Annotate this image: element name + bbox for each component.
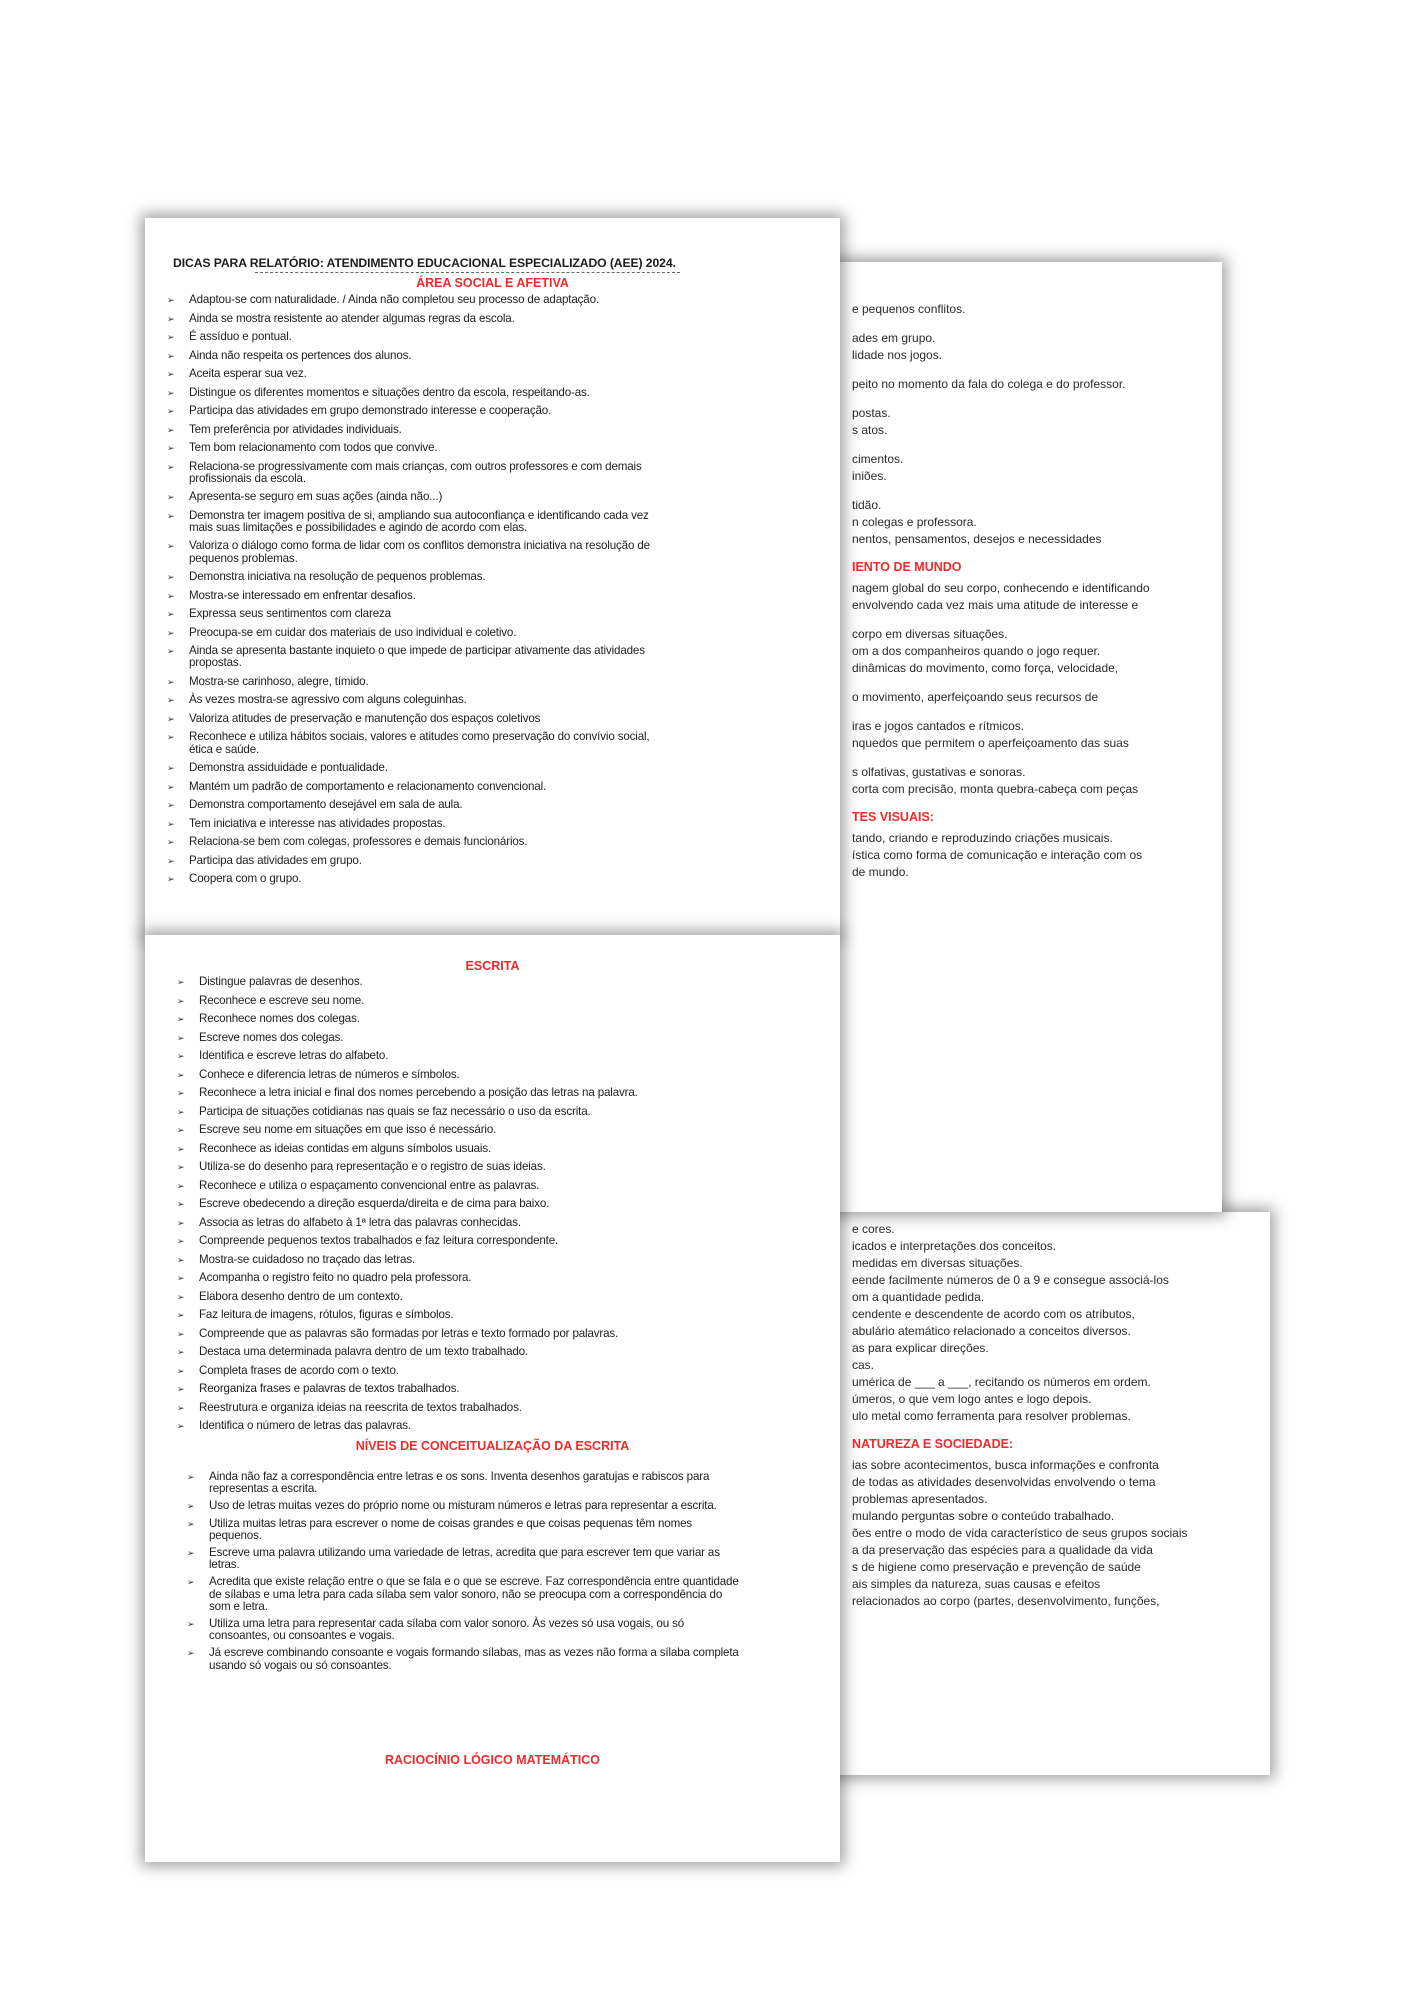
list-item: ➢ Escreve obedecendo a direção esquerda/direita e de cima para baixo. [175, 1198, 735, 1210]
list-item: ➢ Preocupa-se em cuidar dos materiais de uso individual e coletivo. [165, 627, 665, 639]
list-item: ➢ Associa as letras do alfabeto à 1ª letra das palavras conhecidas. [175, 1217, 735, 1229]
list-item: ➢ Tem preferência por atividades individuais. [165, 424, 665, 436]
paragraph-gap [852, 678, 1210, 690]
section-title-natureza: NATUREZA E SOCIEDADE: [852, 1437, 1014, 1451]
list-item: ➢ Demonstra iniciativa na resolução de pequenos problemas. [165, 571, 665, 583]
list-item: ➢ Reestrutura e organiza ideias na reescrita de textos trabalhados. [175, 1402, 735, 1414]
document-title: DICAS PARA RELATÓRIO: ATENDIMENTO EDUCACIONAL ESPECIALIZADO (AEE) 2024. [173, 256, 676, 270]
text-fragment: tidão. [852, 498, 882, 512]
text-fragment: ões entre o modo de vida característico de seus grupos sociais [852, 1526, 1188, 1540]
back-upper-flow [852, 302, 1210, 882]
list-item: ➢ Participa de situações cotidianas nas quais se faz necessário o uso da escrita. [175, 1106, 735, 1118]
text-fragment: s de higiene como preservação e prevenção de saúde [852, 1560, 1141, 1574]
list-item: ➢ Reconhece e utiliza hábitos sociais, valores e atitudes como preservação do convívio social, ética e saúde. [165, 731, 665, 755]
text-fragment: as para explicar direções. [852, 1341, 989, 1355]
list-item: ➢ Mostra-se carinhoso, alegre, tímido. [165, 676, 665, 688]
artes-fragment-block [852, 831, 1210, 879]
list-item: ➢ Mostra-se interessado em enfrentar desafios. [165, 590, 665, 602]
text-fragment: cendente e descendente de acordo com os atributos, [852, 1307, 1135, 1321]
list-item: ➢ Escreve seu nome em situações em que isso é necessário. [175, 1124, 735, 1136]
text-fragment: dinâmicas do movimento, como força, velocidade, [852, 661, 1119, 675]
list-item: ➢ Demonstra comportamento desejável em sala de aula. [165, 799, 665, 811]
section-title-niveis: NÍVEIS DE CONCEITUALIZAÇÃO DA ESCRITA [355, 1439, 630, 1453]
list-item: ➢ Ainda não respeita os pertences dos alunos. [165, 350, 665, 362]
list-item: ➢ Participa das atividades em grupo. [165, 855, 665, 867]
back-upper-text-area [852, 262, 1210, 1212]
text-fragment: relacionados ao corpo (partes, desenvolvimento, funções, [852, 1594, 1160, 1608]
list-item: ➢ É assíduo e pontual. [165, 331, 665, 343]
paragraph-gap [852, 753, 1210, 765]
text-fragment: s olfativas, gustativas e sonoras. [852, 765, 1026, 779]
list-item: ➢ Participa das atividades em grupo demonstrado interesse e cooperação. [165, 405, 665, 417]
text-fragment: om a dos companheiros quando o jogo requer. [852, 644, 1101, 658]
list-item: ➢ Reconhece as ideias contidas em alguns símbolos usuais. [175, 1143, 735, 1155]
list-item: ➢ Apresenta-se seguro em suas ações (ainda não...) [165, 491, 665, 503]
list-item: ➢ Valoriza atitudes de preservação e manutenção dos espaços coletivos [165, 713, 665, 725]
list-item: ➢ Mantém um padrão de comportamento e relacionamento convencional. [165, 781, 665, 793]
text-fragment: o movimento, aperfeiçoando seus recursos de [852, 690, 1099, 704]
text-fragment: ulo metal como ferramenta para resolver problemas. [852, 1409, 1131, 1423]
paragraph-gap [852, 486, 1210, 498]
text-fragment: peito no momento da fala do colega e do professor. [852, 377, 1126, 391]
section-title-raciocinio: RACIOCÍNIO LÓGICO MATEMÁTICO [384, 1753, 601, 1767]
text-fragment: de mundo. [852, 865, 909, 879]
social-fragment-block [852, 302, 1210, 546]
escrita-list [175, 976, 735, 1439]
paragraph-gap [852, 394, 1210, 406]
back-lower-text-area [852, 1212, 1258, 1775]
natureza-fragment-block [852, 1458, 1258, 1608]
list-item: ➢ Completa frases de acordo com o texto. [175, 1365, 735, 1377]
text-fragment: tando, criando e reproduzindo criações musicais. [852, 831, 1113, 845]
list-item: ➢ Tem iniciativa e interesse nas atividades propostas. [165, 818, 665, 830]
text-fragment: ias sobre acontecimentos, busca informações e confronta [852, 1458, 1159, 1472]
paragraph-gap [852, 365, 1210, 377]
text-fragment: de todas as atividades desenvolvidas envolvendo o tema [852, 1475, 1156, 1489]
math-fragment-block [852, 1222, 1258, 1423]
list-item: ➢ Utiliza-se do desenho para representação e o registro de suas ideias. [175, 1161, 735, 1173]
list-item: ➢ Conhece e diferencia letras de números e símbolos. [175, 1069, 735, 1081]
text-fragment: n colegas e professora. [852, 515, 977, 529]
list-item: ➢ Mostra-se cuidadoso no traçado das letras. [175, 1254, 735, 1266]
list-item: ➢ Reconhece nomes dos colegas. [175, 1013, 735, 1025]
text-fragment: iniões. [852, 469, 887, 483]
list-item: ➢ Compreende que as palavras são formadas por letras e texto formado por palavras. [175, 1328, 735, 1340]
list-item: ➢ Relaciona-se bem com colegas, professores e demais funcionários. [165, 836, 665, 848]
text-fragment: s atos. [852, 423, 888, 437]
dashed-divider [255, 272, 680, 273]
list-item: ➢ Valoriza o diálogo como forma de lidar com os conflitos demonstra iniciativa na resolução de pequenos problemas. [165, 540, 665, 564]
list-item: ➢ Compreende pequenos textos trabalhados e faz leitura correspondente. [175, 1235, 735, 1247]
text-fragment: cimentos. [852, 452, 904, 466]
text-fragment: e cores. [852, 1222, 895, 1236]
document-page-front-upper [145, 218, 840, 935]
back-lower-flow [852, 1222, 1258, 1611]
list-item: ➢ Identifica o número de letras das palavras. [175, 1420, 735, 1432]
list-item: ➢ Demonstra assiduidade e pontualidade. [165, 762, 665, 774]
list-item: ➢ Relaciona-se progressivamente com mais crianças, com outros professores e com demais profissionais da escola. [165, 461, 665, 485]
list-item: ➢ Ainda se mostra resistente ao atender algumas regras da escola. [165, 313, 665, 325]
list-item: ➢ Reorganiza frases e palavras de textos trabalhados. [175, 1383, 735, 1395]
mundo-fragment-block [852, 581, 1210, 796]
text-fragment: mulando perguntas sobre o conteúdo trabalhado. [852, 1509, 1115, 1523]
text-fragment: om a quantidade pedida. [852, 1290, 985, 1304]
list-item: ➢ Destaca uma determinada palavra dentro de um texto trabalhado. [175, 1346, 735, 1358]
text-fragment: e pequenos conflitos. [852, 302, 966, 316]
text-fragment: icados e interpretações dos conceitos. [852, 1239, 1057, 1253]
section-title-mundo: IENTO DE MUNDO [852, 560, 962, 574]
document-page-back-upper [822, 262, 1222, 1212]
text-fragment: ística como forma de comunicação e interação com os [852, 848, 1143, 862]
text-fragment: corpo em diversas situações. [852, 627, 1008, 641]
text-fragment: envolvendo cada vez mais uma atitude de interesse e [852, 598, 1139, 612]
text-fragment: a da preservação das espécies para a qualidade da vida [852, 1543, 1153, 1557]
list-item: ➢ Reconhece a letra inicial e final dos nomes percebendo a posição das letras na palavra. [175, 1087, 735, 1099]
paragraph-gap [852, 319, 1210, 331]
list-item: ➢ Escreve uma palavra utilizando uma variedade de letras, acredita que para escrever tem que variar as letras. [185, 1547, 745, 1571]
list-item: ➢ Tem bom relacionamento com todos que convive. [165, 442, 665, 454]
list-item: ➢ Ainda se apresenta bastante inquieto o que impede de participar ativamente das atividades propostas. [165, 645, 665, 669]
document-page-front-lower [145, 935, 840, 1862]
list-item: ➢ Já escreve combinando consoante e vogais formando sílabas, mas as vezes não forma a sílaba completa usando só vogais ou só consoantes. [185, 1647, 745, 1671]
list-item: ➢ Utiliza muitas letras para escrever o nome de coisas grandes e que coisas pequenas têm nomes pequenos. [185, 1518, 745, 1542]
list-item: ➢ Identifica e escreve letras do alfabeto. [175, 1050, 735, 1062]
text-fragment: cas. [852, 1358, 875, 1372]
text-fragment: úmeros, o que vem logo antes e logo depois. [852, 1392, 1092, 1406]
list-item: ➢ Adaptou-se com naturalidade. / Ainda não completou seu processo de adaptação. [165, 294, 665, 306]
list-item: ➢ Reconhece e escreve seu nome. [175, 995, 735, 1007]
paragraph-gap [852, 440, 1210, 452]
list-item: ➢ Aceita esperar sua vez. [165, 368, 665, 380]
text-fragment: ais simples da natureza, suas causas e efeitos [852, 1577, 1101, 1591]
list-item: ➢ Acredita que existe relação entre o que se fala e o que se escreve. Faz correspondência entre quantidade de sílabas e uma letra para cada sílaba sem valor sonoro, não se preocupa com a correspondência do som e letra. [185, 1576, 745, 1613]
text-fragment: nagem global do seu corpo, conhecendo e identificando [852, 581, 1150, 595]
list-item: ➢ Faz leitura de imagens, rótulos, figuras e símbolos. [175, 1309, 735, 1321]
list-item: ➢ Coopera com o grupo. [165, 873, 665, 885]
text-fragment: postas. [852, 406, 891, 420]
list-item: ➢ Escreve nomes dos colegas. [175, 1032, 735, 1044]
section-title-artes: TES VISUAIS: [852, 810, 934, 824]
list-item: ➢ Às vezes mostra-se agressivo com alguns coleguinhas. [165, 694, 665, 706]
list-item: ➢ Distingue os diferentes momentos e situações dentro da escola, respeitando-as. [165, 387, 665, 399]
list-item: ➢ Reconhece e utiliza o espaçamento convencional entre as palavras. [175, 1180, 735, 1192]
niveis-list [185, 1471, 745, 1677]
text-fragment: eende facilmente números de 0 a 9 e consegue associá-los [852, 1273, 1169, 1287]
text-fragment: umérica de ___ a ___, recitando os números em ordem. [852, 1375, 1151, 1389]
list-item: ➢ Utiliza uma letra para representar cada sílaba com valor sonoro. Às vezes só usa vogais, ou só consoantes, ou consoantes e vogais. [185, 1618, 745, 1642]
list-item: ➢ Acompanha o registro feito no quadro pela professora. [175, 1272, 735, 1284]
list-item: ➢ Demonstra ter imagem positiva de si, ampliando sua autoconfiança e identificando cada vez mais suas limitações e possibilidades e agindo de acordo com elas. [165, 510, 665, 534]
paragraph-gap [852, 707, 1210, 719]
text-fragment: nquedos que permitem o aperfeiçoamento das suas [852, 736, 1129, 750]
text-fragment: nentos, pensamentos, desejos e necessidades [852, 532, 1102, 546]
text-fragment: lidade nos jogos. [852, 348, 943, 362]
text-fragment: medidas em diversas situações. [852, 1256, 1023, 1270]
list-item: ➢ Distingue palavras de desenhos. [175, 976, 735, 988]
text-fragment: problemas apresentados. [852, 1492, 988, 1506]
social-afetiva-list [165, 294, 665, 892]
section-title-social-afetiva: ÁREA SOCIAL E AFETIVA [416, 276, 569, 290]
text-fragment: abulário atemático relacionado a conceitos diversos. [852, 1324, 1131, 1338]
text-fragment: corta com precisão, monta quebra-cabeça com peças [852, 782, 1139, 796]
text-fragment: ades em grupo. [852, 331, 936, 345]
list-item: ➢ Expressa seus sentimentos com clareza [165, 608, 665, 620]
section-title-escrita: ESCRITA [465, 959, 520, 973]
document-page-back-lower [822, 1212, 1270, 1775]
list-item: ➢ Ainda não faz a correspondência entre letras e os sons. Inventa desenhos garatujas e rabiscos para representas a escrita. [185, 1471, 745, 1495]
text-fragment: iras e jogos cantados e rítmicos. [852, 719, 1025, 733]
paragraph-gap [852, 615, 1210, 627]
list-item: ➢ Elabora desenho dentro de um contexto. [175, 1291, 735, 1303]
list-item: ➢ Uso de letras muitas vezes do próprio nome ou misturam números e letras para representar a escrita. [185, 1500, 745, 1512]
